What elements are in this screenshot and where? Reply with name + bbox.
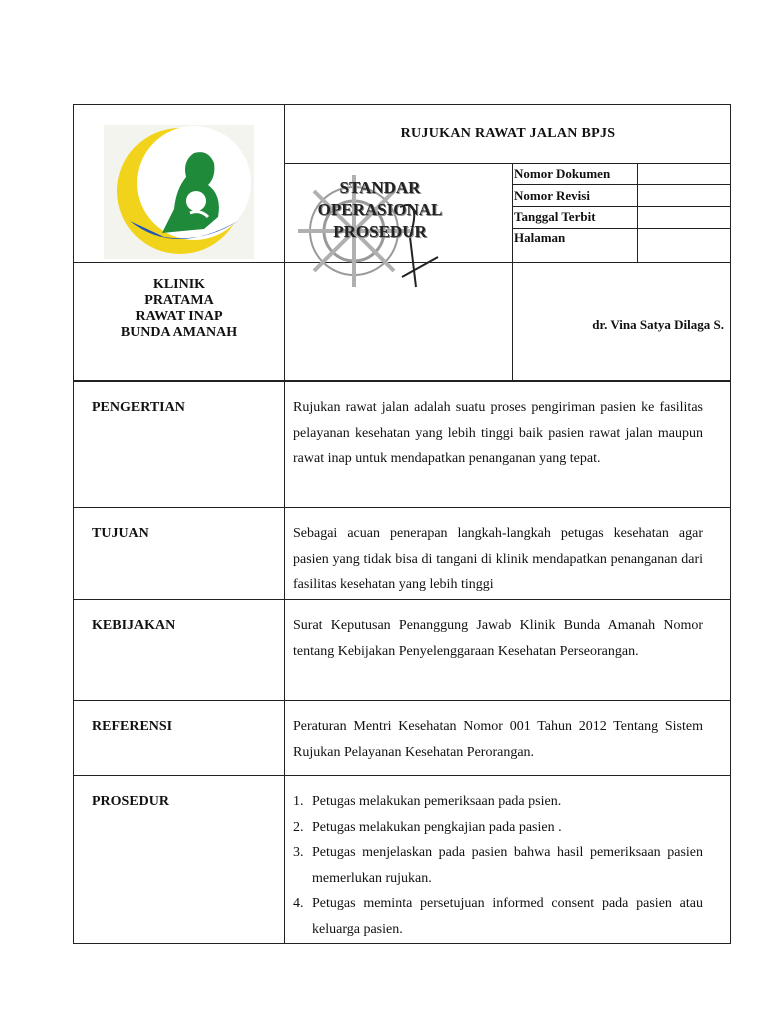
list-item: 1. Petugas melakukan pemeriksaan pada psien. (293, 794, 562, 809)
signer-name: dr. Vina Satya Dilaga S. (592, 317, 724, 332)
procedure-steps (285, 776, 730, 943)
list-item: 4. Petugas meminta persetujuan informed consent pada pasien atau keluarga pasien. (293, 896, 703, 937)
list-item: 3. Petugas menjelaskan pada pasien bahwa hasil pemeriksaan pasien memerlukan rujukan. (293, 845, 703, 886)
clinic-logo-icon (104, 125, 254, 259)
section-text: Surat Keputusan Penanggung Jawab Klinik Bunda Amanah Nomor tentang Kebijakan Penyelenggaraan Kesehatan Perseorangan. (293, 618, 703, 659)
sop-stamp-text: STANDAR OPERASIONAL PROSEDUR (317, 178, 443, 241)
sop-content-table (73, 381, 731, 944)
section-row-referensi (74, 700, 730, 775)
meta-label-nomor-dokumen: Nomor Dokumen (514, 166, 611, 181)
meta-label-tanggal-terbit: Tanggal Terbit (514, 209, 596, 224)
section-row-kebijakan (74, 599, 730, 700)
clinic-name: KLINIK PRATAMA RAWAT INAP BUNDA AMANAH (120, 277, 238, 340)
section-text: Peraturan Mentri Kesehatan Nomor 001 Tahun 2012 Tentang Sistem Rujukan Pelayanan Kesehatan Perorangan. (293, 719, 703, 760)
document-header (73, 104, 731, 381)
section-text: Sebagai acuan penerapan langkah-langkah petugas kesehatan agar pasien yang tidak bisa di tangani di klinik mendapatkan penanganan dari fasilitas kesehatan yang lebih tinggi (293, 526, 703, 592)
section-label: PROSEDUR (74, 776, 285, 943)
section-label: PENGERTIAN (74, 382, 285, 507)
meta-label-halaman: Halaman (514, 230, 566, 245)
section-label: KEBIJAKAN (74, 600, 285, 700)
section-row-pengertian (74, 381, 730, 507)
meta-label-nomor-revisi: Nomor Revisi (514, 188, 590, 203)
list-item: 2. Petugas melakukan pengkajian pada pasien . (293, 819, 562, 835)
document-title: RUJUKAN RAWAT JALAN BPJS (400, 126, 616, 141)
section-label: TUJUAN (74, 508, 285, 599)
section-row-tujuan (74, 507, 730, 599)
section-row-prosedur (74, 775, 730, 943)
section-text: Rujukan rawat jalan adalah suatu proses pengiriman pasien ke fasilitas pelayanan kesehatan yang lebih tinggi baik pasien rawat jalan maupun rawat inap untuk mendapatkan penanganan yang tepat. (293, 400, 703, 466)
section-label: REFERENSI (74, 701, 285, 775)
